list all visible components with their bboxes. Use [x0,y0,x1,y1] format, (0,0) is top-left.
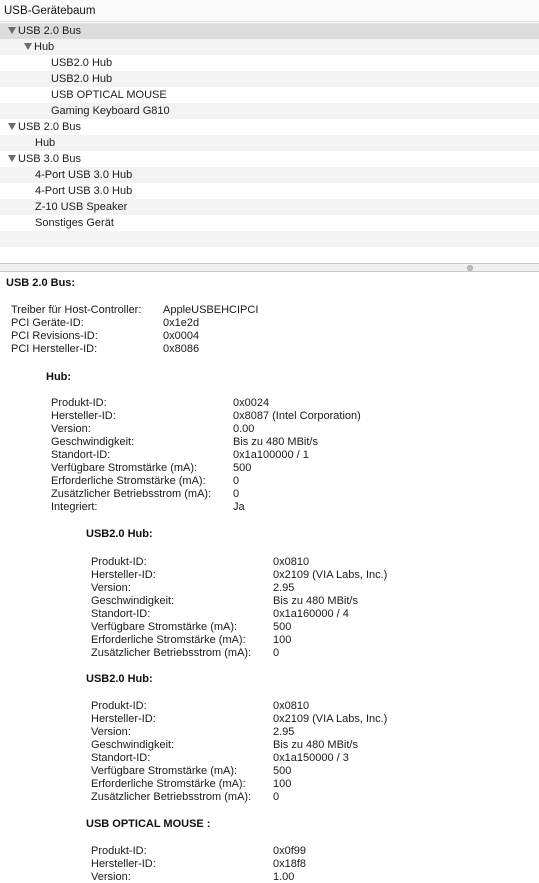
prop-label: Verfügbare Stromstärke (mA): [51,462,198,474]
tree-item-label: Hub [35,137,56,149]
usb2-hub-b-title: USB2.0 Hub: [86,673,153,685]
tree-item-label: 4-Port USB 3.0 Hub [35,169,133,181]
tree-item-hub-2[interactable] [0,135,539,151]
prop-label: Hersteller-ID: [51,410,116,422]
tree-item-gaming-keyboard[interactable] [0,103,539,119]
prop-label: Verfügbare Stromstärke (mA): [91,621,238,633]
prop-label: Erforderliche Stromstärke (mA): [51,475,206,487]
prop-label: Produkt-ID: [91,845,147,857]
pane-splitter[interactable] [0,263,539,272]
prop-value: 0x1a150000 / 3 [273,752,349,764]
prop-label: Verfügbare Stromstärke (mA): [91,765,238,777]
detail-pane [0,272,539,883]
prop-label: Standort-ID: [91,752,151,764]
prop-value: Bis zu 480 MBit/s [233,436,318,448]
tree-item-label: USB 2.0 Bus [18,121,81,133]
prop-value: 2.95 [273,582,295,594]
disclosure-triangle-down-icon[interactable] [8,27,16,34]
prop-value: 0 [273,791,280,803]
prop-label: Erforderliche Stromstärke (mA): [91,778,246,790]
tree-item-label: 4-Port USB 3.0 Hub [35,185,133,197]
disclosure-triangle-down-icon[interactable] [8,123,16,130]
prop-value: 1.00 [273,871,295,883]
prop-label: Treiber für Host-Controller: [11,304,142,316]
tree-item-label: USB OPTICAL MOUSE [51,89,167,101]
prop-value: 0x2109 (VIA Labs, Inc.) [273,569,388,581]
prop-value: 0x18f8 [273,858,307,870]
prop-value: 500 [273,621,292,633]
tree-item-hub[interactable] [0,39,539,55]
prop-value: 0x0810 [273,700,310,712]
prop-label: Erforderliche Stromstärke (mA): [91,634,246,646]
prop-label: Produkt-ID: [91,556,147,568]
prop-label: Zusätzlicher Betriebsstrom (mA): [91,791,252,803]
prop-value: 0x0024 [233,397,270,409]
prop-label: Hersteller-ID: [91,858,156,870]
tree-item-usb-2-0-bus-1[interactable] [0,23,539,39]
prop-value: 0x2109 (VIA Labs, Inc.) [273,713,388,725]
prop-value: 0 [233,475,240,487]
prop-value: 0x1e2d [163,317,200,329]
disclosure-triangle-down-icon[interactable] [24,43,32,50]
prop-label: Zusätzlicher Betriebsstrom (mA): [91,647,252,659]
prop-label: Produkt-ID: [91,700,147,712]
prop-label: Hersteller-ID: [91,569,156,581]
prop-value: 0 [273,647,280,659]
prop-label: Hersteller-ID: [91,713,156,725]
usb2-hub-a-title: USB2.0 Hub: [86,528,153,540]
tree-item-4-port-usb3-hub-1[interactable] [0,167,539,183]
prop-value: AppleUSBEHCIPCI [163,304,259,316]
prop-label: Geschwindigkeit: [51,436,135,448]
prop-label: Geschwindigkeit: [91,595,175,607]
prop-value: 100 [273,778,292,790]
prop-value: 2.95 [273,726,295,738]
tree-item-usb-2-0-bus-2[interactable] [0,119,539,135]
prop-label: Version: [91,871,131,883]
tree-item-4-port-usb3-hub-2[interactable] [0,183,539,199]
prop-value: 0x0004 [163,330,200,342]
prop-label: PCI Hersteller-ID: [11,343,98,355]
tree-item-label: Gaming Keyboard G810 [51,105,170,117]
prop-value: 0.00 [233,423,255,435]
prop-value: 0x1a160000 / 4 [273,608,349,620]
tree-item-z10-usb-speaker[interactable] [0,199,539,215]
mouse-title: USB OPTICAL MOUSE : [86,818,211,830]
prop-label: Standort-ID: [91,608,151,620]
prop-label: Version: [91,726,131,738]
prop-label: Produkt-ID: [51,397,107,409]
tree-empty-row [0,247,539,263]
prop-value: Bis zu 480 MBit/s [273,739,358,751]
tree-item-label: USB 2.0 Bus [18,25,81,37]
prop-value: 100 [273,634,292,646]
tree-item-usb2-hub-2[interactable] [0,71,539,87]
tree-item-label: Sonstiges Gerät [35,217,114,229]
prop-value: 500 [233,462,252,474]
prop-value: 500 [273,765,292,777]
tree-item-sonstiges-geraet[interactable] [0,215,539,231]
tree-item-label: USB2.0 Hub [51,73,113,85]
tree-item-label: Z-10 USB Speaker [35,201,128,213]
splitter-handle-icon[interactable] [467,265,473,271]
prop-value: 0x8086 [163,343,200,355]
prop-value: 0x0f99 [273,845,307,857]
prop-value: 0x0810 [273,556,310,568]
prop-value: 0x8087 (Intel Corporation) [233,410,361,422]
bus-title: USB 2.0 Bus: [6,277,76,289]
tree-empty-row [0,231,539,247]
prop-label: Geschwindigkeit: [91,739,175,751]
prop-label: PCI Geräte-ID: [11,317,84,329]
prop-label: Integriert: [51,501,98,513]
tree-item-usb-optical-mouse[interactable] [0,87,539,103]
hub-title: Hub: [46,371,72,383]
tree-header: USB-Gerätebaum [0,0,539,22]
prop-label: PCI Revisions-ID: [11,330,98,342]
tree-item-usb-3-0-bus[interactable] [0,151,539,167]
prop-label: Zusätzlicher Betriebsstrom (mA): [51,488,212,500]
tree-item-label: USB 3.0 Bus [18,153,81,165]
prop-value: Ja [233,501,245,513]
tree-item-label: USB2.0 Hub [51,57,113,69]
prop-value: 0 [233,488,240,500]
prop-label: Version: [91,582,131,594]
prop-label: Version: [51,423,91,435]
disclosure-triangle-down-icon[interactable] [8,155,16,162]
usb-device-tree-pane [0,0,539,263]
tree-item-label: Hub [34,41,55,53]
prop-value: 0x1a100000 / 1 [233,449,309,461]
prop-value: Bis zu 480 MBit/s [273,595,358,607]
prop-label: Standort-ID: [51,449,111,461]
tree-item-usb2-hub-1[interactable] [0,55,539,71]
